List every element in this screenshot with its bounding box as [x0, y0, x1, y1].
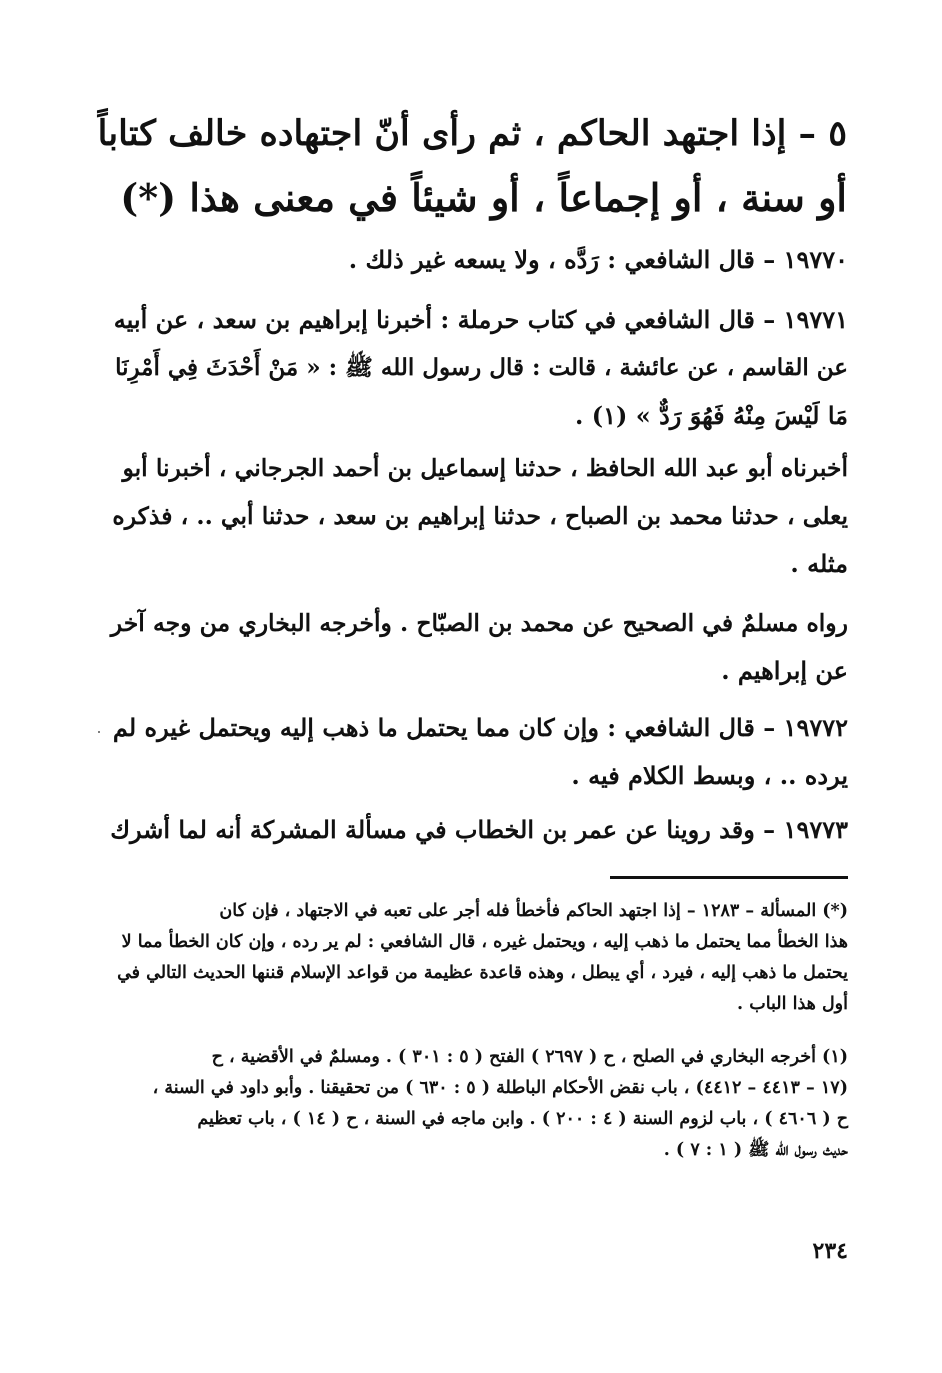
paragraph-line: ١٩٧٧٠ – قال الشافعي : رَدَّه ، ولا يسعه غير ذلك .	[348, 245, 848, 274]
paragraph-line: عن إبراهيم .	[721, 656, 848, 685]
paragraph-line: يرده .. ، وبسط الكلام فيه .	[571, 761, 848, 790]
paragraph-line: ١٩٧٧٢ – قال الشافعي : وإن كان مما يحتمل ما ذهب إليه ويحتمل غيره لم	[112, 713, 848, 742]
footnote-line: ح ( ٤٦٠٦ ) ، باب لزوم السنة ( ٤ : ٢٠٠ ) . وابن ماجه في السنة ، ح ( ١٤ ) ، باب تعظيم	[197, 1109, 848, 1129]
paragraph-line: ١٩٧٧١ – قال الشافعي في كتاب حرملة : أخبرنا إبراهيم بن سعد ، عن أبيه	[113, 305, 848, 334]
paragraph-19772	[108, 704, 848, 800]
footnote-line: أول هذا الباب .	[737, 994, 848, 1014]
footnote-line: حديث رسول الله ﷺ ( ١ : ٧ ) .	[663, 1140, 848, 1160]
paragraph-riwaya	[108, 599, 848, 695]
page-number: ٢٣٤	[812, 1238, 848, 1264]
footnote-1	[108, 1042, 848, 1166]
paragraph-line: ١٩٧٧٣ – وقد روينا عن عمر بن الخطاب في مسألة المشركة أنه لما أشرك	[110, 815, 848, 844]
heading-line-1: ٥ – إذا اجتهد الحاكم ، ثم رأى أنّ اجتهاده خالف كتاباً	[97, 113, 847, 154]
paragraph-19773	[108, 806, 848, 854]
footnote-separator	[610, 876, 848, 879]
paragraph-line: مثله .	[790, 549, 848, 578]
footnote-line: (١٧ – ٤٤١٣ – ٤٤١٢) ، باب نقض الأحكام الباطلة ( ٥ : ٦٣٠ ) من تحقيقنا . وأبو داود في السنة ،	[152, 1078, 848, 1098]
footnote-line: هذا الخطأ مما يحتمل ما ذهب إليه ، ويحتمل غيره ، قال الشافعي : لم ير رده ، وإن كان الخطأ مما لا	[121, 932, 848, 952]
paragraph-line: مَا لَيْسَ مِنْهُ فَهُوَ رَدٌّ » (١) .	[575, 401, 848, 430]
footnote-line: (*) المسألة – ١٢٨٣ – إذا اجتهد الحاكم فأخطأ فله أجر على تعبه في الاجتهاد ، فإن كان	[219, 901, 848, 921]
scan-speck	[98, 731, 100, 733]
paragraph-line: يعلى ، حدثنا محمد بن الصباح ، حدثنا إبراهيم بن سعد ، حدثنا أبي .. ، فذكره	[112, 502, 848, 530]
footnote-line: يحتمل ما ذهب إليه ، فيرد ، أي يبطل ، وهذه قاعدة عظيمة من قواعد الإسلام قننها الحديث التالي في	[117, 963, 848, 983]
paragraph-19771	[108, 296, 848, 440]
paragraph-line: رواه مسلمٌ في الصحيح عن محمد بن الصبّاح . وأخرجه البخاري من وجه آخر	[110, 609, 848, 637]
heading-line-2: أو سنة ، أو إجماعاً ، أو شيئاً في معنى هذا (*)	[120, 175, 847, 220]
paragraph-isnad	[108, 444, 848, 588]
chapter-heading	[95, 102, 847, 230]
paragraph-19770	[108, 236, 848, 284]
footnote-line: (١) أخرجه البخاري في الصلح ، ح ( ٢٦٩٧ ) الفتح ( ٥ : ٣٠١ ) . ومسلمٌ في الأقضية ، ح	[211, 1047, 848, 1067]
paragraph-line: عن القاسم ، عن عائشة ، قالت : قال رسول الله ﷺ : « مَنْ أَحْدَثَ فِي أَمْرِنَا	[115, 354, 848, 381]
footnote-masala	[108, 896, 848, 1020]
paragraph-line: أخبرناه أبو عبد الله الحافظ ، حدثنا إسماعيل بن أحمد الجرجاني ، أخبرنا أبو	[122, 454, 848, 482]
